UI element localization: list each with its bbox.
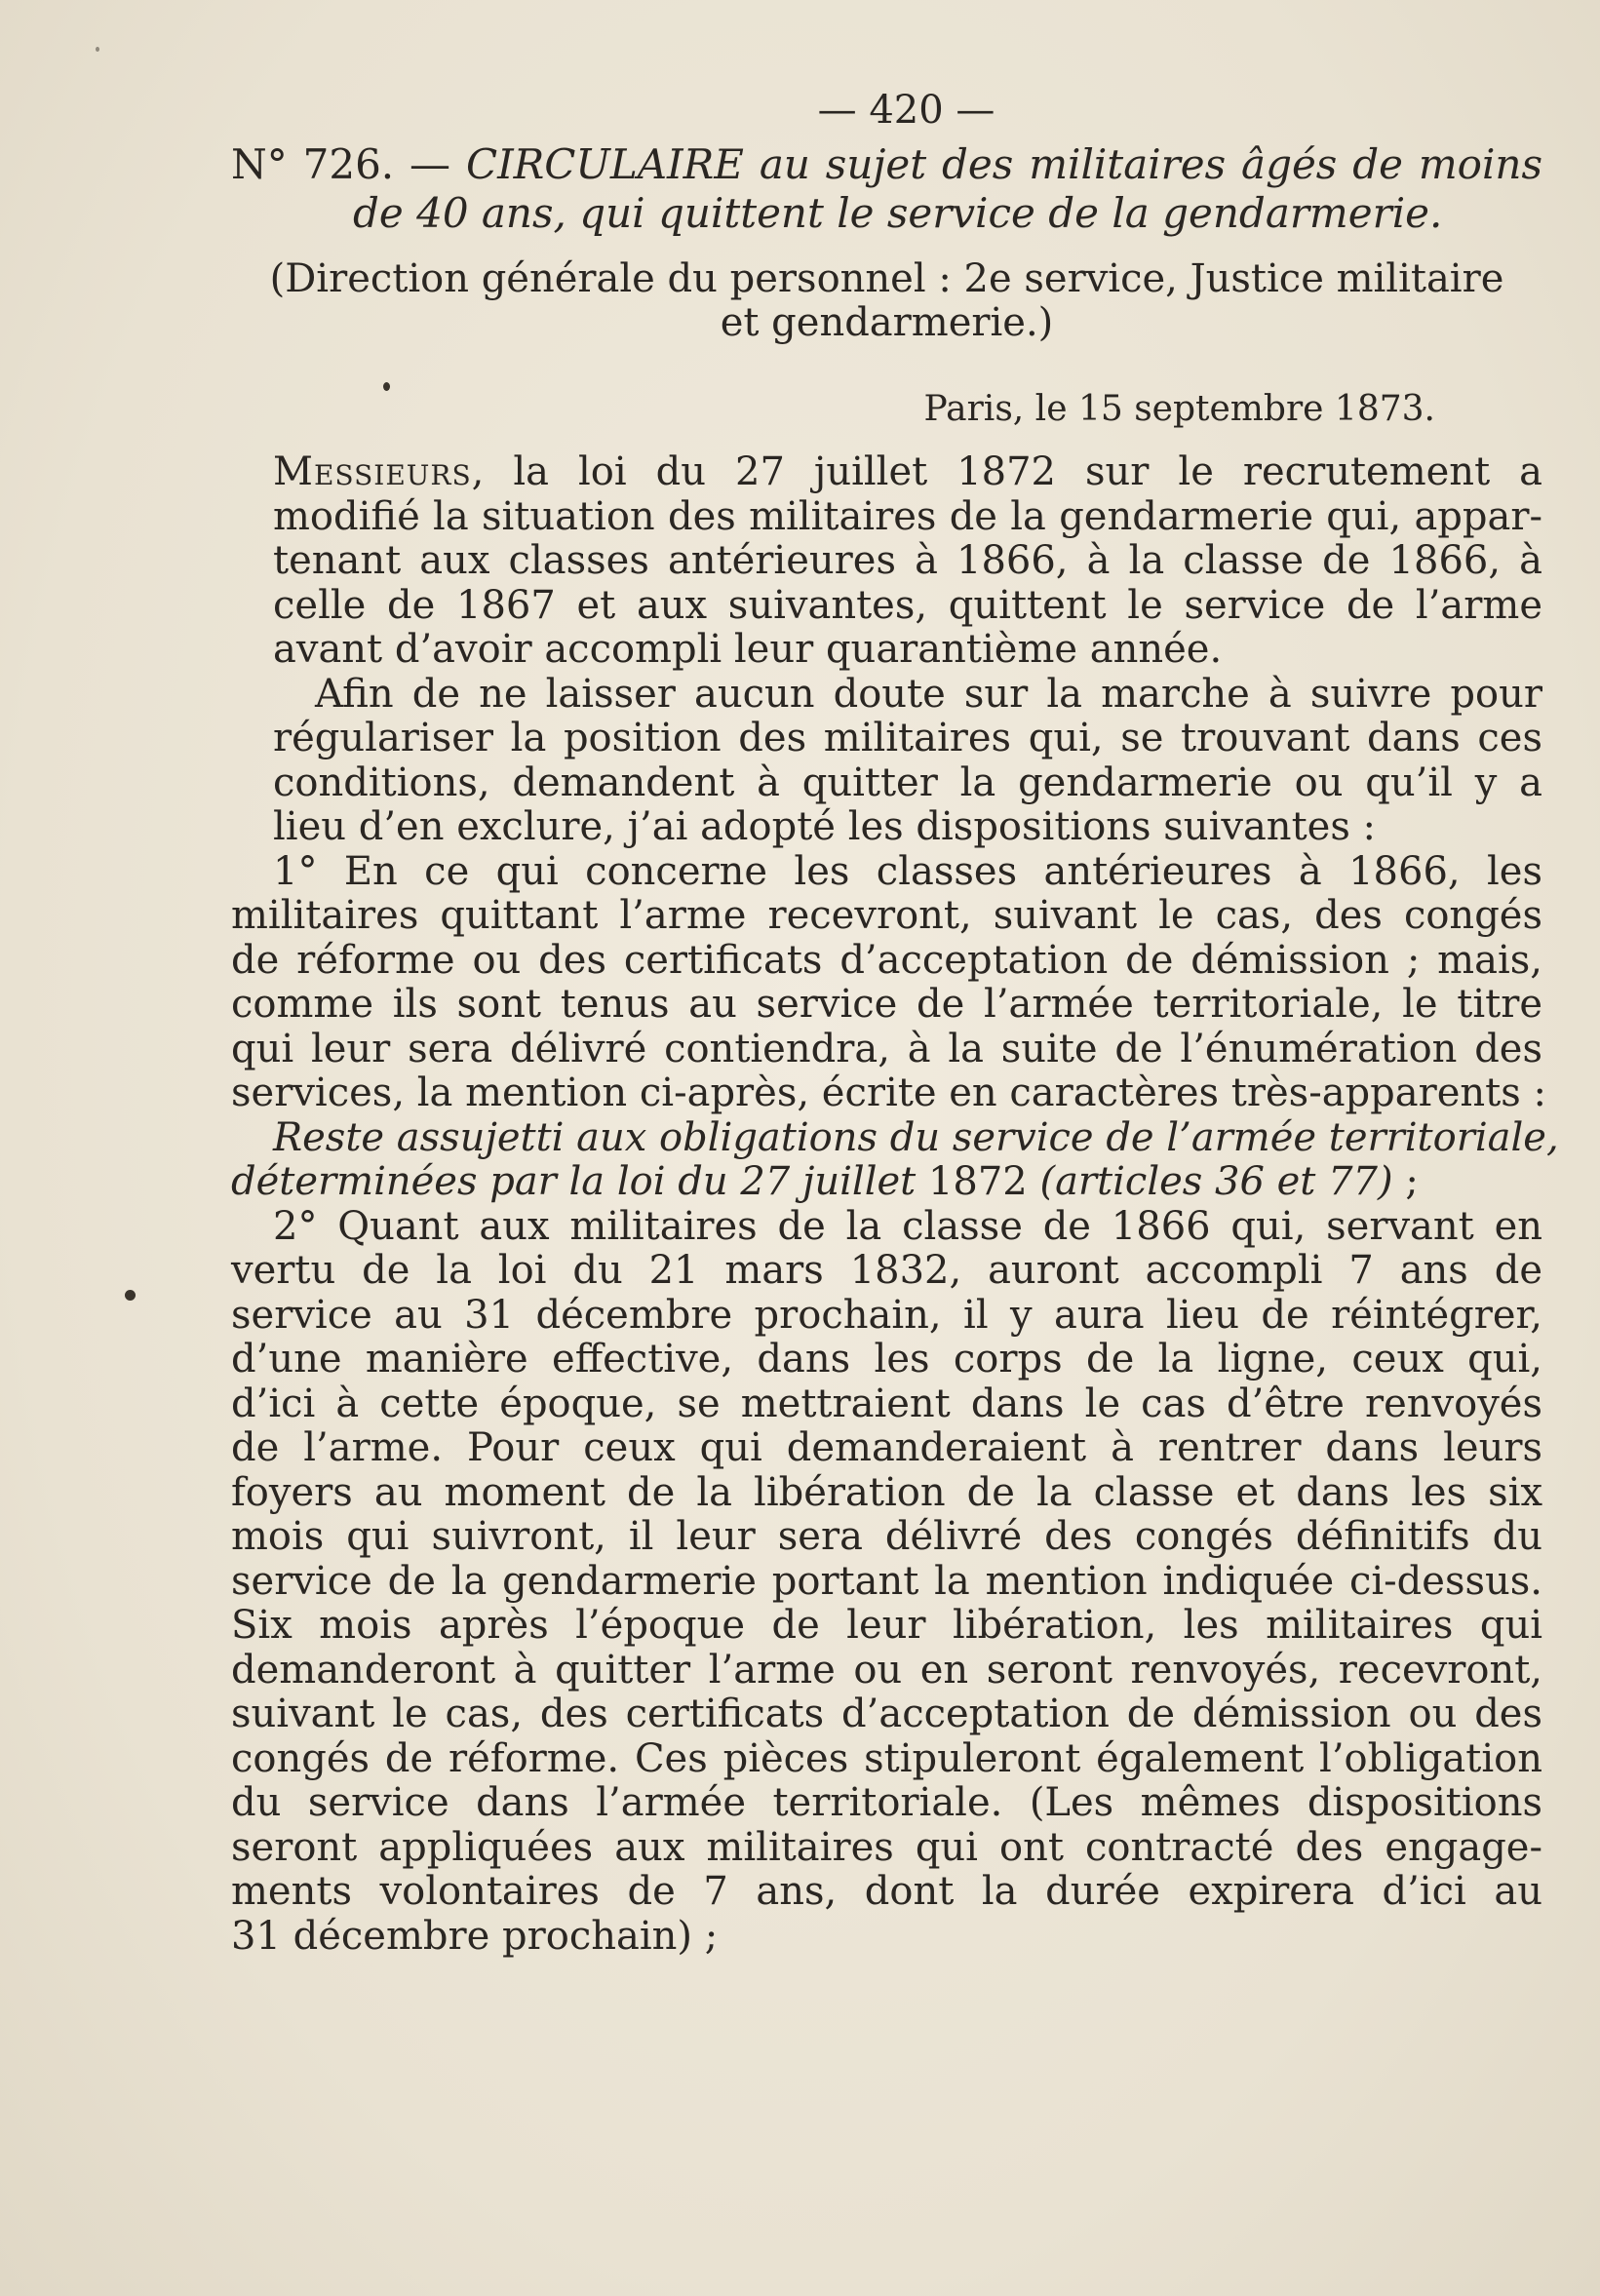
paragraph-line: foyers au moment de la libération de la classe et dans les six [231, 1469, 1542, 1515]
paragraph-line: demanderont à quitter l’arme ou en seront renvoyés, recevront, [231, 1647, 1542, 1693]
circular-title-word: CIRCULAIRE [465, 140, 744, 188]
paragraph-line: militaires quittant l’arme recevront, suivant le cas, des congés [231, 893, 1542, 938]
paragraph-line: qui leur sera délivré contiendra, à la suite de l’énumération des [231, 1026, 1542, 1071]
paragraph-line: 2° Quant aux militaires de la classe de 1866 qui, servant en [273, 1203, 1542, 1249]
text-block [231, 86, 1559, 1959]
heading-dash: — [410, 140, 451, 188]
paragraph-5 [231, 1205, 1542, 1960]
paragraph-line: d’une manière effective, dans les corps de la ligne, ceux qui, [231, 1337, 1542, 1381]
paragraph-line: seront appliquées aux militaires qui ont contracté des engage- [231, 1824, 1542, 1870]
circular-number: N° 726. [231, 140, 395, 188]
heading-line-2 [231, 189, 1542, 238]
heading-line-1 [231, 140, 1542, 189]
paragraph-line: tenant aux classes antérieures à 1866, à la classe de 1866, à [273, 538, 1542, 583]
direction-line-2: et gendarmerie.) [720, 300, 1054, 345]
paragraph-line: ments volontaires de 7 ans, dont la durée expirera d’ici au [231, 1869, 1542, 1914]
paragraph-3 [231, 848, 1546, 1116]
paragraph-line: service au 31 décembre prochain, il y aura lieu de réintégrer, [231, 1292, 1542, 1338]
ink-speck [125, 1290, 136, 1301]
paragraph-line: Messieurs, la loi du 27 juillet 1872 sur le recrutement a [273, 449, 1542, 494]
paragraph-line: lieu d’en exclure, j’ai adopté les dispositions suivantes : [273, 804, 1377, 849]
paragraph-line: modifié la situation des militaires de la gendarmerie qui, appar- [273, 493, 1542, 539]
paragraph-line: régulariser la position des militaires qui, se trouvant dans ces [273, 716, 1542, 760]
paragraph-line: d’ici à cette époque, se mettraient dans le cas d’être renvoyés [231, 1381, 1542, 1426]
paragraph-line: déterminées par la loi du 27 juillet 1872 (articles 36 et 77) ; [231, 1159, 1419, 1204]
paragraph-line: du service dans l’armée territoriale. (Les mêmes dispositions [231, 1780, 1542, 1825]
circular-title-rest: au sujet des militaires âgés de moins [759, 140, 1543, 188]
paragraph-line: de réforme ou des certificats d’acceptation de démission ; mais, [231, 937, 1542, 983]
paragraph-line: mois qui suivront, il leur sera délivré des congés définitifs du [231, 1514, 1542, 1559]
paragraph-line: 1° En ce qui concerne les classes antérieures à 1866, les [273, 848, 1542, 894]
circular-heading [231, 140, 1542, 238]
ink-speck [96, 47, 99, 52]
paragraph-line: Afin de ne laisser aucun doute sur la marche à suivre pour [315, 671, 1542, 717]
paragraph-line: celle de 1867 et aux suivantes, quittent le service de l’arme [273, 582, 1542, 628]
page-number: — 420 — [817, 88, 995, 133]
paragraph-line: Reste assujetti aux obligations du service de l’armée territoriale, [273, 1114, 1559, 1160]
paragraph-1 [231, 450, 1542, 673]
paragraph-line: de l’arme. Pour ceux qui demanderaient à rentrer dans leurs [231, 1425, 1542, 1470]
paragraph-line: conditions, demandent à quitter la gendarmerie ou qu’il y a [273, 759, 1542, 805]
paragraph-line: avant d’avoir accompli leur quarantième année. [273, 627, 1223, 672]
paragraph-line: vertu de la loi du 21 mars 1832, auront accompli 7 ans de [231, 1248, 1542, 1293]
paragraph-line: Six mois après l’époque de leur libération, les militaires qui [231, 1603, 1542, 1648]
paragraph-line: congés de réforme. Ces pièces stipuleront également l’obligation [231, 1735, 1542, 1781]
issuing-direction [231, 257, 1542, 345]
dateline: Paris, le 15 septembre 1873. [923, 389, 1435, 429]
direction-line-1: (Direction générale du personnel : 2e service, Justice militaire [269, 256, 1504, 301]
paragraph-line: 31 décembre prochain) ; [231, 1913, 719, 1959]
salutation: Messieurs [273, 449, 472, 494]
paragraph-4 [231, 1114, 1559, 1205]
paragraph-2 [231, 673, 1542, 850]
circular-title-line-2: de 40 ans, qui quittent le service de la gendarmerie. [353, 189, 1443, 237]
paragraph-line: suivant le cas, des certificats d’acceptation de démission ou des [231, 1692, 1542, 1736]
letter-body [231, 449, 1559, 1959]
paragraph-line: comme ils sont tenus au service de l’armée territoriale, le titre [231, 982, 1542, 1027]
paragraph-line: services, la mention ci-après, écrite en caractères très-apparents : [231, 1070, 1546, 1115]
paragraph-line: service de la gendarmerie portant la mention indiquée ci-dessus. [231, 1558, 1542, 1604]
